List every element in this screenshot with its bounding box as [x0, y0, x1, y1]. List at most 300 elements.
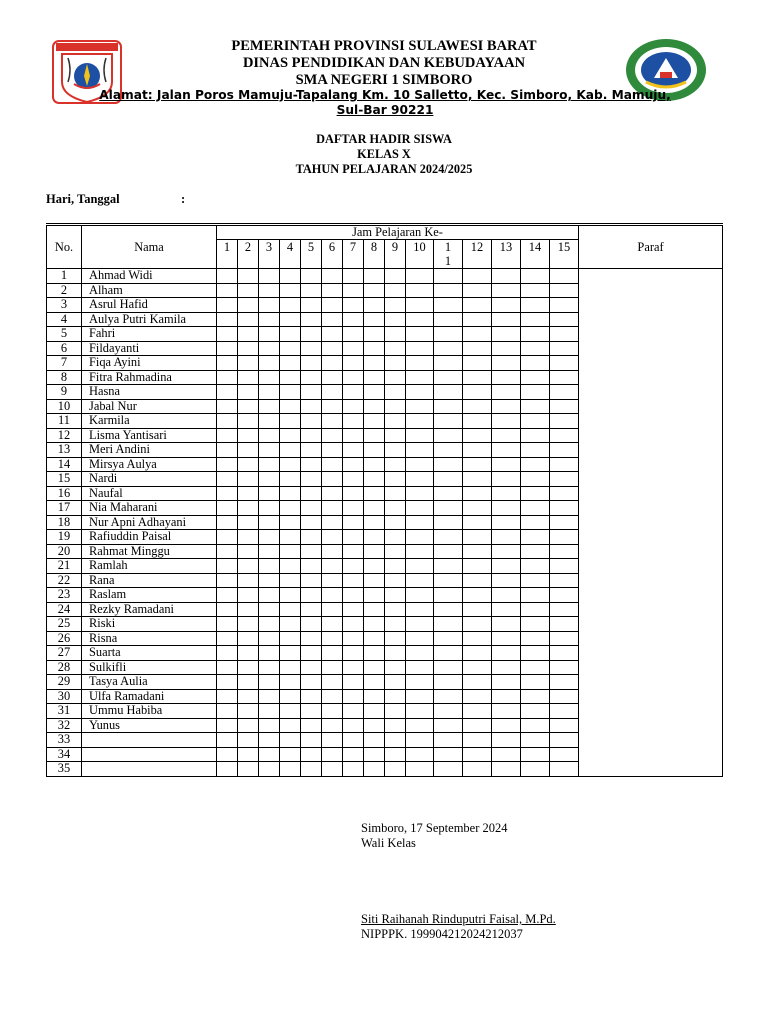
- attendance-cell[interactable]: [434, 457, 463, 472]
- attendance-cell[interactable]: [364, 573, 385, 588]
- attendance-cell[interactable]: [322, 443, 343, 458]
- attendance-cell[interactable]: [521, 428, 550, 443]
- attendance-cell[interactable]: [406, 733, 434, 748]
- attendance-cell[interactable]: [301, 675, 322, 690]
- attendance-cell[interactable]: [322, 399, 343, 414]
- attendance-cell[interactable]: [521, 617, 550, 632]
- attendance-cell[interactable]: [301, 486, 322, 501]
- attendance-cell[interactable]: [259, 660, 280, 675]
- attendance-cell[interactable]: [492, 327, 521, 342]
- attendance-cell[interactable]: [301, 269, 322, 284]
- attendance-cell[interactable]: [217, 588, 238, 603]
- attendance-cell[interactable]: [521, 631, 550, 646]
- attendance-cell[interactable]: [406, 356, 434, 371]
- attendance-cell[interactable]: [492, 544, 521, 559]
- attendance-cell[interactable]: [301, 428, 322, 443]
- attendance-cell[interactable]: [492, 501, 521, 516]
- attendance-cell[interactable]: [217, 689, 238, 704]
- attendance-cell[interactable]: [259, 588, 280, 603]
- attendance-cell[interactable]: [238, 269, 259, 284]
- attendance-cell[interactable]: [322, 689, 343, 704]
- attendance-cell[interactable]: [259, 399, 280, 414]
- attendance-cell[interactable]: [385, 283, 406, 298]
- attendance-cell[interactable]: [217, 283, 238, 298]
- attendance-cell[interactable]: [259, 675, 280, 690]
- attendance-cell[interactable]: [385, 501, 406, 516]
- attendance-cell[interactable]: [406, 660, 434, 675]
- attendance-cell[interactable]: [364, 515, 385, 530]
- attendance-cell[interactable]: [385, 617, 406, 632]
- attendance-cell[interactable]: [217, 486, 238, 501]
- attendance-cell[interactable]: [217, 704, 238, 719]
- attendance-cell[interactable]: [550, 399, 579, 414]
- attendance-cell[interactable]: [521, 544, 550, 559]
- attendance-cell[interactable]: [492, 747, 521, 762]
- attendance-cell[interactable]: [521, 747, 550, 762]
- attendance-cell[interactable]: [550, 269, 579, 284]
- attendance-cell[interactable]: [385, 515, 406, 530]
- attendance-cell[interactable]: [385, 428, 406, 443]
- attendance-cell[interactable]: [406, 602, 434, 617]
- attendance-cell[interactable]: [259, 269, 280, 284]
- attendance-cell[interactable]: [550, 660, 579, 675]
- attendance-cell[interactable]: [434, 385, 463, 400]
- attendance-cell[interactable]: [406, 370, 434, 385]
- attendance-cell[interactable]: [463, 486, 492, 501]
- attendance-cell[interactable]: [259, 298, 280, 313]
- attendance-cell[interactable]: [550, 327, 579, 342]
- attendance-cell[interactable]: [385, 356, 406, 371]
- attendance-cell[interactable]: [343, 530, 364, 545]
- attendance-cell[interactable]: [280, 472, 301, 487]
- attendance-cell[interactable]: [434, 298, 463, 313]
- attendance-cell[interactable]: [406, 486, 434, 501]
- attendance-cell[interactable]: [217, 399, 238, 414]
- attendance-cell[interactable]: [521, 501, 550, 516]
- attendance-cell[interactable]: [301, 762, 322, 777]
- attendance-cell[interactable]: [259, 472, 280, 487]
- attendance-cell[interactable]: [238, 443, 259, 458]
- attendance-cell[interactable]: [406, 617, 434, 632]
- attendance-cell[interactable]: [301, 283, 322, 298]
- attendance-cell[interactable]: [463, 544, 492, 559]
- attendance-cell[interactable]: [406, 312, 434, 327]
- attendance-cell[interactable]: [238, 312, 259, 327]
- attendance-cell[interactable]: [217, 675, 238, 690]
- attendance-cell[interactable]: [463, 660, 492, 675]
- attendance-cell[interactable]: [434, 341, 463, 356]
- attendance-cell[interactable]: [280, 704, 301, 719]
- attendance-cell[interactable]: [364, 660, 385, 675]
- attendance-cell[interactable]: [238, 646, 259, 661]
- attendance-cell[interactable]: [521, 327, 550, 342]
- attendance-cell[interactable]: [434, 689, 463, 704]
- attendance-cell[interactable]: [434, 646, 463, 661]
- attendance-cell[interactable]: [463, 689, 492, 704]
- attendance-cell[interactable]: [322, 559, 343, 574]
- attendance-cell[interactable]: [238, 283, 259, 298]
- attendance-cell[interactable]: [238, 327, 259, 342]
- attendance-cell[interactable]: [492, 428, 521, 443]
- attendance-cell[interactable]: [280, 298, 301, 313]
- attendance-cell[interactable]: [550, 530, 579, 545]
- attendance-cell[interactable]: [322, 312, 343, 327]
- attendance-cell[interactable]: [434, 602, 463, 617]
- attendance-cell[interactable]: [385, 457, 406, 472]
- attendance-cell[interactable]: [550, 559, 579, 574]
- attendance-cell[interactable]: [492, 660, 521, 675]
- attendance-cell[interactable]: [385, 443, 406, 458]
- attendance-cell[interactable]: [301, 689, 322, 704]
- attendance-cell[interactable]: [301, 515, 322, 530]
- attendance-cell[interactable]: [322, 341, 343, 356]
- attendance-cell[interactable]: [259, 283, 280, 298]
- attendance-cell[interactable]: [301, 443, 322, 458]
- attendance-cell[interactable]: [385, 733, 406, 748]
- attendance-cell[interactable]: [301, 457, 322, 472]
- attendance-cell[interactable]: [280, 428, 301, 443]
- attendance-cell[interactable]: [322, 573, 343, 588]
- attendance-cell[interactable]: [280, 283, 301, 298]
- attendance-cell[interactable]: [259, 370, 280, 385]
- attendance-cell[interactable]: [385, 370, 406, 385]
- attendance-cell[interactable]: [406, 689, 434, 704]
- attendance-cell[interactable]: [364, 747, 385, 762]
- attendance-cell[interactable]: [385, 573, 406, 588]
- attendance-cell[interactable]: [385, 631, 406, 646]
- attendance-cell[interactable]: [434, 704, 463, 719]
- attendance-cell[interactable]: [364, 457, 385, 472]
- attendance-cell[interactable]: [406, 457, 434, 472]
- attendance-cell[interactable]: [463, 312, 492, 327]
- attendance-cell[interactable]: [364, 762, 385, 777]
- attendance-cell[interactable]: [492, 559, 521, 574]
- attendance-cell[interactable]: [217, 573, 238, 588]
- attendance-cell[interactable]: [492, 443, 521, 458]
- attendance-cell[interactable]: [238, 689, 259, 704]
- attendance-cell[interactable]: [364, 399, 385, 414]
- attendance-cell[interactable]: [238, 356, 259, 371]
- attendance-cell[interactable]: [385, 327, 406, 342]
- attendance-cell[interactable]: [238, 573, 259, 588]
- attendance-cell[interactable]: [550, 675, 579, 690]
- attendance-cell[interactable]: [406, 718, 434, 733]
- attendance-cell[interactable]: [259, 385, 280, 400]
- attendance-cell[interactable]: [521, 530, 550, 545]
- attendance-cell[interactable]: [217, 617, 238, 632]
- attendance-cell[interactable]: [434, 559, 463, 574]
- attendance-cell[interactable]: [550, 486, 579, 501]
- attendance-cell[interactable]: [406, 559, 434, 574]
- attendance-cell[interactable]: [550, 689, 579, 704]
- attendance-cell[interactable]: [280, 515, 301, 530]
- attendance-cell[interactable]: [238, 559, 259, 574]
- attendance-cell[interactable]: [301, 530, 322, 545]
- attendance-cell[interactable]: [492, 617, 521, 632]
- attendance-cell[interactable]: [322, 472, 343, 487]
- attendance-cell[interactable]: [238, 472, 259, 487]
- attendance-cell[interactable]: [217, 559, 238, 574]
- attendance-cell[interactable]: [364, 356, 385, 371]
- attendance-cell[interactable]: [385, 530, 406, 545]
- attendance-cell[interactable]: [301, 472, 322, 487]
- attendance-cell[interactable]: [280, 675, 301, 690]
- attendance-cell[interactable]: [343, 515, 364, 530]
- attendance-cell[interactable]: [280, 646, 301, 661]
- attendance-cell[interactable]: [492, 457, 521, 472]
- attendance-cell[interactable]: [343, 356, 364, 371]
- attendance-cell[interactable]: [238, 747, 259, 762]
- attendance-cell[interactable]: [301, 718, 322, 733]
- attendance-cell[interactable]: [550, 356, 579, 371]
- attendance-cell[interactable]: [434, 399, 463, 414]
- attendance-cell[interactable]: [385, 472, 406, 487]
- attendance-cell[interactable]: [238, 733, 259, 748]
- attendance-cell[interactable]: [521, 269, 550, 284]
- attendance-cell[interactable]: [343, 602, 364, 617]
- attendance-cell[interactable]: [550, 283, 579, 298]
- attendance-cell[interactable]: [385, 646, 406, 661]
- attendance-cell[interactable]: [463, 602, 492, 617]
- attendance-cell[interactable]: [406, 472, 434, 487]
- attendance-cell[interactable]: [364, 443, 385, 458]
- attendance-cell[interactable]: [343, 399, 364, 414]
- attendance-cell[interactable]: [343, 544, 364, 559]
- attendance-cell[interactable]: [322, 660, 343, 675]
- attendance-cell[interactable]: [434, 312, 463, 327]
- attendance-cell[interactable]: [301, 370, 322, 385]
- attendance-cell[interactable]: [280, 269, 301, 284]
- attendance-cell[interactable]: [217, 472, 238, 487]
- attendance-cell[interactable]: [343, 486, 364, 501]
- attendance-cell[interactable]: [301, 588, 322, 603]
- attendance-cell[interactable]: [463, 457, 492, 472]
- attendance-cell[interactable]: [364, 646, 385, 661]
- attendance-cell[interactable]: [259, 356, 280, 371]
- attendance-cell[interactable]: [521, 602, 550, 617]
- attendance-cell[interactable]: [280, 486, 301, 501]
- attendance-cell[interactable]: [259, 762, 280, 777]
- attendance-cell[interactable]: [217, 457, 238, 472]
- attendance-cell[interactable]: [238, 399, 259, 414]
- attendance-cell[interactable]: [550, 573, 579, 588]
- attendance-cell[interactable]: [406, 631, 434, 646]
- attendance-cell[interactable]: [521, 298, 550, 313]
- attendance-cell[interactable]: [434, 515, 463, 530]
- attendance-cell[interactable]: [434, 747, 463, 762]
- attendance-cell[interactable]: [238, 588, 259, 603]
- attendance-cell[interactable]: [492, 269, 521, 284]
- attendance-cell[interactable]: [521, 588, 550, 603]
- attendance-cell[interactable]: [406, 515, 434, 530]
- attendance-cell[interactable]: [385, 486, 406, 501]
- attendance-cell[interactable]: [406, 414, 434, 429]
- attendance-cell[interactable]: [280, 414, 301, 429]
- attendance-cell[interactable]: [259, 689, 280, 704]
- attendance-cell[interactable]: [385, 588, 406, 603]
- attendance-cell[interactable]: [385, 312, 406, 327]
- attendance-cell[interactable]: [434, 486, 463, 501]
- attendance-cell[interactable]: [492, 356, 521, 371]
- attendance-cell[interactable]: [492, 675, 521, 690]
- attendance-cell[interactable]: [238, 414, 259, 429]
- attendance-cell[interactable]: [463, 762, 492, 777]
- attendance-cell[interactable]: [280, 341, 301, 356]
- attendance-cell[interactable]: [322, 747, 343, 762]
- attendance-cell[interactable]: [550, 617, 579, 632]
- attendance-cell[interactable]: [238, 617, 259, 632]
- attendance-cell[interactable]: [259, 573, 280, 588]
- attendance-cell[interactable]: [280, 631, 301, 646]
- attendance-cell[interactable]: [406, 544, 434, 559]
- attendance-cell[interactable]: [521, 573, 550, 588]
- attendance-cell[interactable]: [463, 515, 492, 530]
- attendance-cell[interactable]: [322, 414, 343, 429]
- attendance-cell[interactable]: [463, 733, 492, 748]
- attendance-cell[interactable]: [385, 269, 406, 284]
- attendance-cell[interactable]: [492, 486, 521, 501]
- attendance-cell[interactable]: [259, 443, 280, 458]
- attendance-cell[interactable]: [322, 646, 343, 661]
- attendance-cell[interactable]: [238, 428, 259, 443]
- attendance-cell[interactable]: [364, 675, 385, 690]
- attendance-cell[interactable]: [364, 414, 385, 429]
- attendance-cell[interactable]: [322, 515, 343, 530]
- attendance-cell[interactable]: [406, 341, 434, 356]
- attendance-cell[interactable]: [434, 472, 463, 487]
- attendance-cell[interactable]: [238, 718, 259, 733]
- attendance-cell[interactable]: [364, 341, 385, 356]
- attendance-cell[interactable]: [550, 501, 579, 516]
- attendance-cell[interactable]: [406, 501, 434, 516]
- attendance-cell[interactable]: [364, 283, 385, 298]
- attendance-cell[interactable]: [406, 675, 434, 690]
- attendance-cell[interactable]: [364, 370, 385, 385]
- attendance-cell[interactable]: [364, 631, 385, 646]
- attendance-cell[interactable]: [434, 443, 463, 458]
- attendance-cell[interactable]: [238, 341, 259, 356]
- attendance-cell[interactable]: [217, 269, 238, 284]
- attendance-cell[interactable]: [434, 573, 463, 588]
- attendance-cell[interactable]: [301, 385, 322, 400]
- attendance-cell[interactable]: [364, 385, 385, 400]
- attendance-cell[interactable]: [217, 312, 238, 327]
- attendance-cell[interactable]: [463, 414, 492, 429]
- attendance-cell[interactable]: [521, 370, 550, 385]
- attendance-cell[interactable]: [280, 312, 301, 327]
- attendance-cell[interactable]: [492, 298, 521, 313]
- attendance-cell[interactable]: [238, 704, 259, 719]
- attendance-cell[interactable]: [301, 617, 322, 632]
- attendance-cell[interactable]: [343, 617, 364, 632]
- attendance-cell[interactable]: [463, 298, 492, 313]
- attendance-cell[interactable]: [364, 602, 385, 617]
- attendance-cell[interactable]: [434, 269, 463, 284]
- attendance-cell[interactable]: [301, 631, 322, 646]
- attendance-cell[interactable]: [301, 559, 322, 574]
- attendance-cell[interactable]: [301, 573, 322, 588]
- attendance-cell[interactable]: [343, 675, 364, 690]
- attendance-cell[interactable]: [434, 428, 463, 443]
- attendance-cell[interactable]: [434, 501, 463, 516]
- attendance-cell[interactable]: [301, 356, 322, 371]
- attendance-cell[interactable]: [463, 370, 492, 385]
- attendance-cell[interactable]: [385, 414, 406, 429]
- attendance-cell[interactable]: [322, 733, 343, 748]
- attendance-cell[interactable]: [280, 370, 301, 385]
- attendance-cell[interactable]: [322, 762, 343, 777]
- paraf-cell[interactable]: [579, 269, 723, 777]
- attendance-cell[interactable]: [550, 414, 579, 429]
- attendance-cell[interactable]: [364, 689, 385, 704]
- attendance-cell[interactable]: [521, 312, 550, 327]
- attendance-cell[interactable]: [280, 718, 301, 733]
- attendance-cell[interactable]: [521, 443, 550, 458]
- attendance-cell[interactable]: [343, 559, 364, 574]
- attendance-cell[interactable]: [492, 631, 521, 646]
- attendance-cell[interactable]: [322, 486, 343, 501]
- attendance-cell[interactable]: [301, 312, 322, 327]
- attendance-cell[interactable]: [259, 559, 280, 574]
- attendance-cell[interactable]: [280, 443, 301, 458]
- attendance-cell[interactable]: [217, 414, 238, 429]
- attendance-cell[interactable]: [322, 356, 343, 371]
- attendance-cell[interactable]: [385, 559, 406, 574]
- attendance-cell[interactable]: [492, 472, 521, 487]
- attendance-cell[interactable]: [550, 544, 579, 559]
- attendance-cell[interactable]: [463, 718, 492, 733]
- attendance-cell[interactable]: [406, 283, 434, 298]
- attendance-cell[interactable]: [385, 675, 406, 690]
- attendance-cell[interactable]: [521, 646, 550, 661]
- attendance-cell[interactable]: [364, 559, 385, 574]
- attendance-cell[interactable]: [259, 718, 280, 733]
- attendance-cell[interactable]: [406, 327, 434, 342]
- attendance-cell[interactable]: [343, 631, 364, 646]
- attendance-cell[interactable]: [238, 530, 259, 545]
- attendance-cell[interactable]: [463, 501, 492, 516]
- attendance-cell[interactable]: [521, 718, 550, 733]
- attendance-cell[interactable]: [521, 414, 550, 429]
- attendance-cell[interactable]: [322, 370, 343, 385]
- attendance-cell[interactable]: [343, 327, 364, 342]
- attendance-cell[interactable]: [550, 370, 579, 385]
- attendance-cell[interactable]: [280, 385, 301, 400]
- attendance-cell[interactable]: [364, 733, 385, 748]
- attendance-cell[interactable]: [364, 718, 385, 733]
- attendance-cell[interactable]: [322, 457, 343, 472]
- attendance-cell[interactable]: [322, 283, 343, 298]
- attendance-cell[interactable]: [259, 646, 280, 661]
- attendance-cell[interactable]: [463, 617, 492, 632]
- attendance-cell[interactable]: [217, 370, 238, 385]
- attendance-cell[interactable]: [492, 762, 521, 777]
- attendance-cell[interactable]: [463, 472, 492, 487]
- attendance-cell[interactable]: [259, 602, 280, 617]
- attendance-cell[interactable]: [521, 486, 550, 501]
- attendance-cell[interactable]: [492, 530, 521, 545]
- attendance-cell[interactable]: [406, 443, 434, 458]
- attendance-cell[interactable]: [259, 515, 280, 530]
- attendance-cell[interactable]: [364, 486, 385, 501]
- attendance-cell[interactable]: [434, 370, 463, 385]
- attendance-cell[interactable]: [301, 602, 322, 617]
- attendance-cell[interactable]: [259, 501, 280, 516]
- attendance-cell[interactable]: [550, 704, 579, 719]
- attendance-cell[interactable]: [434, 733, 463, 748]
- attendance-cell[interactable]: [343, 762, 364, 777]
- attendance-cell[interactable]: [322, 530, 343, 545]
